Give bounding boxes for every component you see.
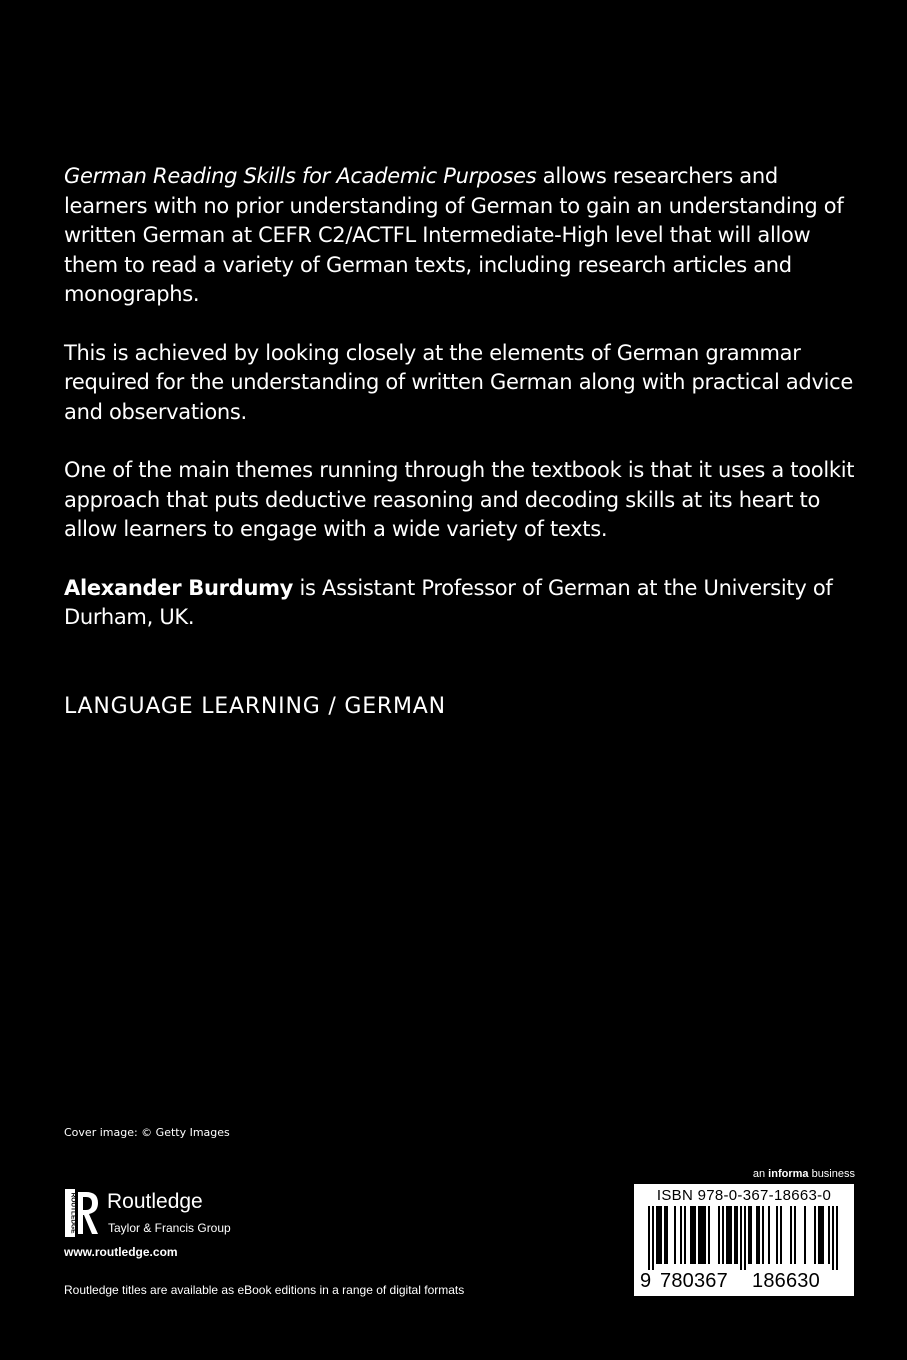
barcode-bar bbox=[734, 1206, 736, 1264]
publisher-name: Routledge bbox=[107, 1190, 203, 1213]
barcode-bar bbox=[822, 1206, 824, 1264]
barcode-bar bbox=[680, 1206, 682, 1264]
routledge-logo-icon bbox=[64, 1188, 100, 1238]
barcode-bar bbox=[728, 1206, 730, 1264]
barcode-bar bbox=[708, 1206, 710, 1264]
barcode-bar bbox=[658, 1206, 660, 1264]
informa-brand: informa bbox=[768, 1168, 809, 1180]
barcode-bar bbox=[690, 1206, 692, 1264]
barcode-bar bbox=[762, 1206, 764, 1264]
barcode-bars bbox=[642, 1206, 846, 1270]
barcode-bar bbox=[790, 1206, 792, 1264]
blurb-paragraph-2: This is achieved by looking closely at the elements of German grammar required for the understanding of written German along with practical advice and observations. bbox=[64, 340, 853, 424]
barcode-digit-first: 9 bbox=[640, 1270, 652, 1292]
barcode-bar bbox=[780, 1206, 782, 1264]
publisher-url: www.routledge.com bbox=[64, 1245, 178, 1259]
barcode-bar bbox=[692, 1206, 694, 1264]
blurb-paragraph-1-text: allows researchers and learners with no prior understanding of German to gain an understanding of written German at CEFR C2/ACTFL Intermediate-High level that will allow them to read a variety of German texts, including research articles and monographs. bbox=[64, 164, 844, 306]
barcode-bar bbox=[736, 1206, 738, 1264]
barcode-bar bbox=[836, 1206, 838, 1270]
barcode-bar bbox=[666, 1206, 668, 1264]
isbn-label: ISBN 978-0-367-18663-0 bbox=[656, 1187, 832, 1204]
blurb-paragraph-1 bbox=[64, 162, 864, 310]
publisher-block bbox=[64, 1188, 304, 1238]
informa-suffix: business bbox=[808, 1168, 855, 1180]
barcode-bar bbox=[818, 1206, 820, 1264]
book-title: German Reading Skills for Academic Purposes bbox=[64, 164, 537, 188]
barcode-bar bbox=[730, 1206, 732, 1264]
subject-category: LANGUAGE LEARNING / GERMAN bbox=[64, 694, 446, 719]
barcode-bar bbox=[750, 1206, 752, 1264]
barcode-bar bbox=[698, 1206, 700, 1264]
barcode-bar bbox=[776, 1206, 778, 1264]
barcode-bar bbox=[660, 1206, 662, 1264]
barcode-bar bbox=[828, 1206, 830, 1264]
barcode-bar bbox=[756, 1206, 758, 1264]
informa-business-label bbox=[753, 1168, 855, 1180]
barcode-bar bbox=[814, 1206, 816, 1264]
barcode-bar bbox=[832, 1206, 834, 1270]
barcode-bar bbox=[748, 1206, 750, 1264]
logo-vertical-text: ROUTLEDGE bbox=[69, 1192, 77, 1234]
informa-prefix: an bbox=[752, 1168, 769, 1180]
author-bio-text: is Assistant Professor of German at the University of Durham, UK. bbox=[64, 575, 833, 629]
barcode-bar bbox=[656, 1206, 658, 1264]
author-name: Alexander Burdumy bbox=[64, 575, 294, 600]
barcode-bar bbox=[744, 1206, 746, 1270]
barcode-bar bbox=[768, 1206, 770, 1264]
barcode-bar bbox=[700, 1206, 702, 1264]
back-cover-blurb bbox=[64, 162, 864, 662]
barcode-bar bbox=[704, 1206, 706, 1264]
barcode-bar bbox=[702, 1206, 704, 1264]
barcode-bar bbox=[722, 1206, 724, 1264]
barcode-digit-group-1: 780367 bbox=[660, 1270, 728, 1292]
barcode-bar bbox=[674, 1206, 676, 1264]
cover-image-credit: Cover image: © Getty Images bbox=[64, 1126, 230, 1139]
barcode-bar bbox=[648, 1206, 650, 1270]
barcode-bar bbox=[718, 1206, 720, 1264]
author-bio bbox=[64, 574, 864, 633]
barcode-bar bbox=[652, 1206, 654, 1270]
barcode-bar bbox=[694, 1206, 696, 1264]
barcode-bar bbox=[820, 1206, 822, 1264]
publisher-group: Taylor & Francis Group bbox=[108, 1221, 231, 1235]
barcode-bar bbox=[794, 1206, 796, 1264]
barcode-bar bbox=[664, 1206, 666, 1264]
blurb-paragraph-3: One of the main themes running through the textbook is that it uses a toolkit approach that puts deductive reasoning and decoding skills at its heart to allow learners to engage with a wide variety of texts. bbox=[64, 458, 855, 541]
isbn-barcode bbox=[634, 1184, 854, 1296]
barcode-bar bbox=[726, 1206, 728, 1264]
barcode-digit-group-2: 186630 bbox=[752, 1270, 820, 1292]
barcode-bar bbox=[740, 1206, 742, 1270]
barcode-bar bbox=[684, 1206, 686, 1264]
ebook-note: Routledge titles are available as eBook editions in a range of digital formats bbox=[64, 1283, 465, 1297]
barcode-bar bbox=[758, 1206, 760, 1264]
barcode-bar bbox=[804, 1206, 806, 1264]
